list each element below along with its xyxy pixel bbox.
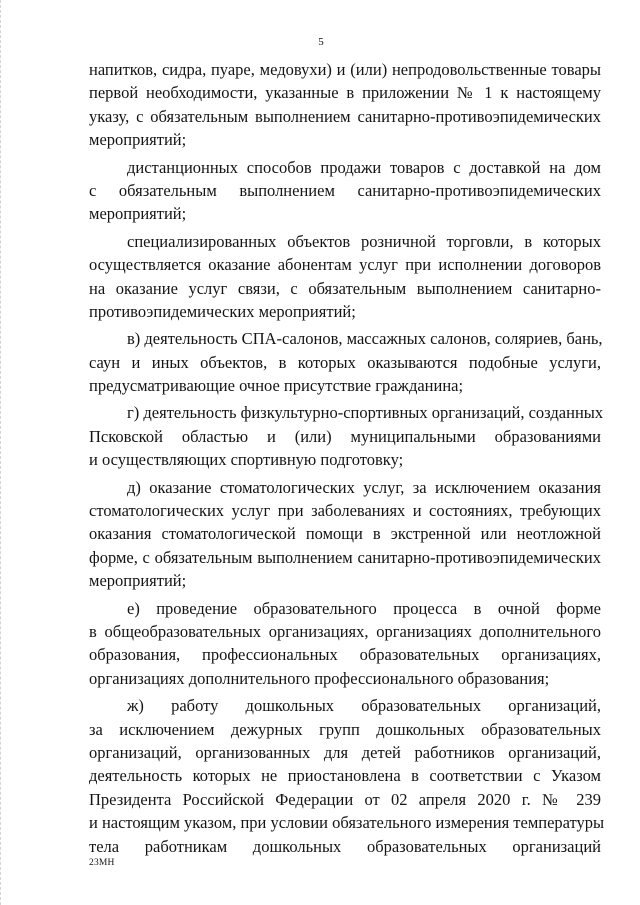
text-line: первой необходимости, указанные в приложении № 1 к настоящему (89, 83, 601, 103)
text-line: напитков, сидра, пуаре, медовухи) и (или) непродовольственные товары (89, 60, 601, 79)
document-code: 23МН (89, 858, 115, 868)
text-line: дистанционных способов продажи товаров с доставкой на дом (127, 157, 601, 177)
text-line: Президента Российской Федерации от 02 апреля 2020 г. № 239 (89, 789, 601, 809)
text-line: стоматологических услуг при заболеваниях и состояниях, требующих (89, 501, 601, 521)
page-number: 5 (318, 36, 324, 48)
text-line: деятельность которых не приостановлена в соответствии с Указом (89, 766, 601, 786)
text-line: специализированных объектов розничной торговли, в которых (127, 231, 601, 251)
text-line: противоэпидемических мероприятий; (89, 301, 356, 321)
paragraph-8 (89, 694, 605, 858)
text-line: организациях дополнительного профессионального образования; (89, 668, 550, 688)
text-line: Псковской областью и (или) муниципальными образованиями (89, 426, 601, 446)
text-line: мероприятий; (89, 571, 187, 591)
text-line: предусматривающие очное присутствие гражданина; (89, 376, 464, 396)
text-line: тела работникам дошкольных образовательных организаций (89, 836, 601, 856)
body-text (89, 58, 605, 858)
text-line: г) деятельность физкультурно-спортивных организаций, созданных (127, 403, 604, 423)
text-line: организаций, организованных для детей работников организаций, (89, 742, 601, 762)
text-line: ж) работу дошкольных образовательных организаций, (127, 696, 601, 716)
text-line: оказания стоматологической помощи в экстренной или неотложной (89, 524, 601, 544)
paragraph-4 (89, 327, 601, 397)
paragraph-7 (89, 597, 601, 691)
paragraph-3 (89, 230, 601, 324)
paragraph-2 (89, 156, 601, 226)
paragraph-6 (89, 476, 601, 593)
text-line: и настоящим указом, при условии обязательного измерения температуры (89, 813, 605, 833)
text-line: образования, профессиональных образовательных организациях, (89, 645, 601, 665)
text-line: в) деятельность СПА-салонов, массажных салонов, соляриев, бань, (127, 329, 603, 349)
text-line: и осуществляющих спортивную подготовку; (89, 450, 404, 470)
text-line: мероприятий; (89, 204, 187, 224)
text-line: форме, с обязательным выполнением санитарно-противоэпидемических (89, 547, 601, 567)
text-line: е) проведение образовательного процесса в очной форме (127, 598, 601, 618)
text-line: указу, с обязательным выполнением санитарно-противоэпидемических (89, 106, 601, 126)
paragraph-5 (89, 401, 604, 471)
text-line: осуществляется оказание абонентам услуг при исполнении договоров (89, 255, 601, 275)
paragraph-1 (89, 58, 601, 152)
text-line: д) оказание стоматологических услуг, за исключением оказания (127, 477, 601, 497)
text-line: за исключением дежурных групп дошкольных образовательных (89, 719, 601, 739)
text-line: на оказание услуг связи, с обязательным выполнением санитарно- (89, 278, 601, 298)
text-line: мероприятий; (89, 130, 187, 150)
text-line: саун и иных объектов, в которых оказываются подобные услуги, (89, 352, 601, 372)
text-line: с обязательным выполнением санитарно-противоэпидемических (89, 180, 601, 200)
text-line: в общеобразовательных организациях, организациях дополнительного (89, 621, 601, 641)
